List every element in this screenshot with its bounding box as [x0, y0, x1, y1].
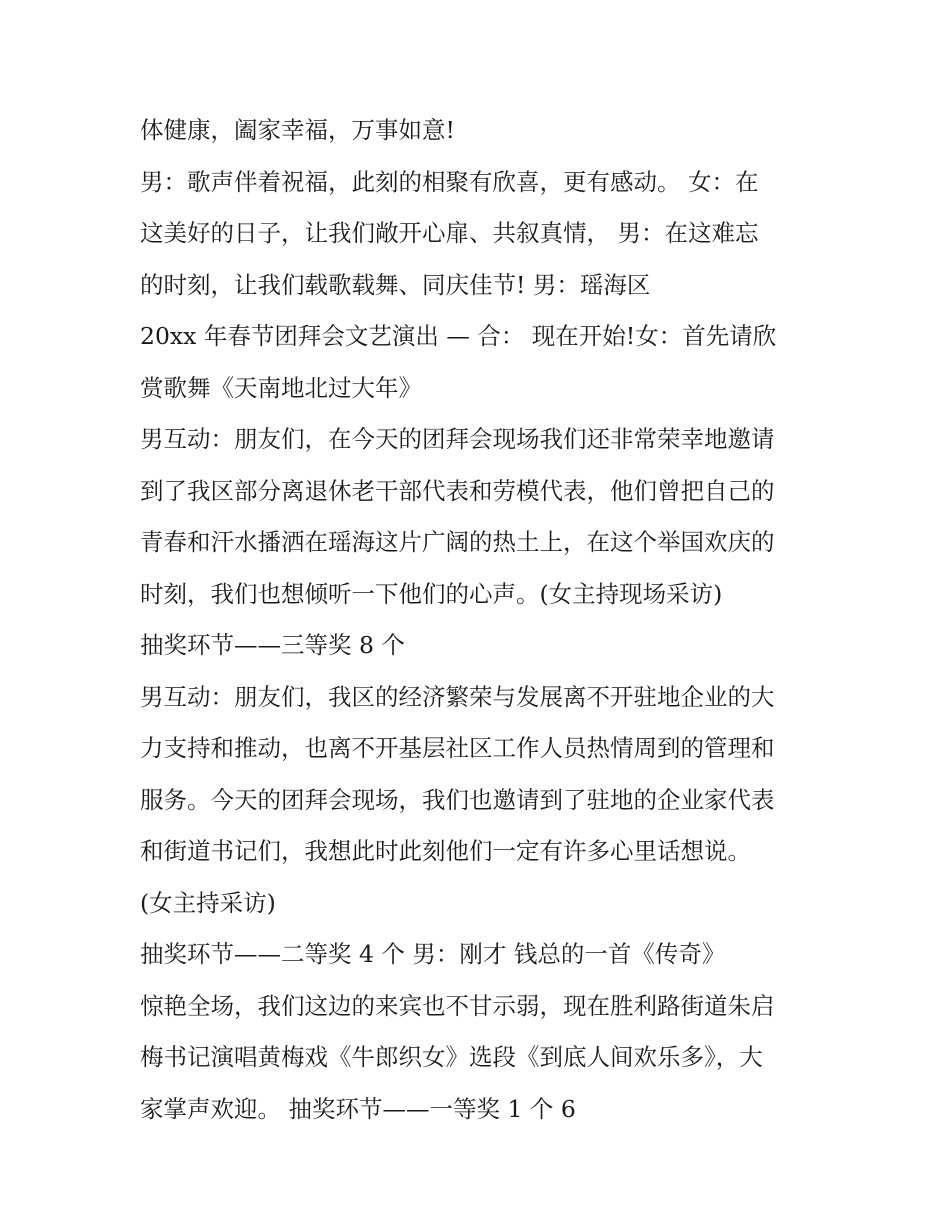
text-line: 的时刻，让我们载歌载舞、同庆佳节! 男：瑶海区	[140, 270, 651, 299]
text-line: 青春和汗水播洒在瑶海这片广阔的热土上，在这个举国欢庆的	[140, 528, 775, 556]
text-line: 梅书记演唱黄梅戏《牛郎织女》选段《到底人间欢乐多》，大	[140, 1043, 763, 1071]
text-line: 这美好的日子，让我们敞开心扉、共叙真情， 男：在这难忘	[140, 219, 759, 247]
text-line: (女主持采访)	[140, 888, 276, 917]
text-line: 男：歌声伴着祝福，此刻的相聚有欣喜，更有感动。 女：在	[140, 167, 759, 196]
text-line: 到了我区部分离退休老干部代表和劳模代表，他们曾把自己的	[140, 476, 775, 505]
text-line: 抽奖环节——三等奖 8 个	[140, 631, 405, 659]
text-line: 赏歌舞《天南地北过大年》	[140, 373, 422, 402]
text-line: 体健康，阖家幸福，万事如意!	[140, 116, 455, 144]
text-line: 家掌声欢迎。 抽奖环节——一等奖 1 个 6	[140, 1094, 576, 1123]
text-line: 和街道书记们，我想此时此刻他们一定有许多心里话想说。	[140, 837, 751, 865]
text-line: 服务。今天的团拜会现场，我们也邀请到了驻地的企业家代表	[140, 785, 775, 814]
text-line: 惊艳全场，我们这边的来宾也不甘示弱，现在胜利路街道朱启	[140, 991, 775, 1020]
document-body	[140, 108, 830, 1138]
text-line: 抽奖环节——二等奖 4 个 男：刚才 钱总的一首《传奇》	[140, 940, 726, 968]
text-line: 20xx 年春节团拜会文艺演出 — 合： 现在开始!女：首先请欣	[140, 322, 777, 350]
text-line: 男互动：朋友们，在今天的团拜会现场我们还非常荣幸地邀请	[140, 425, 775, 453]
text-line: 男互动：朋友们，我区的经济繁荣与发展离不开驻地企业的大	[140, 682, 775, 711]
text-line: 时刻，我们也想倾听一下他们的心声。(女主持现场采访)	[140, 579, 723, 608]
text-line: 力支持和推动，也离不开基层社区工作人员热情周到的管理和	[140, 734, 775, 762]
